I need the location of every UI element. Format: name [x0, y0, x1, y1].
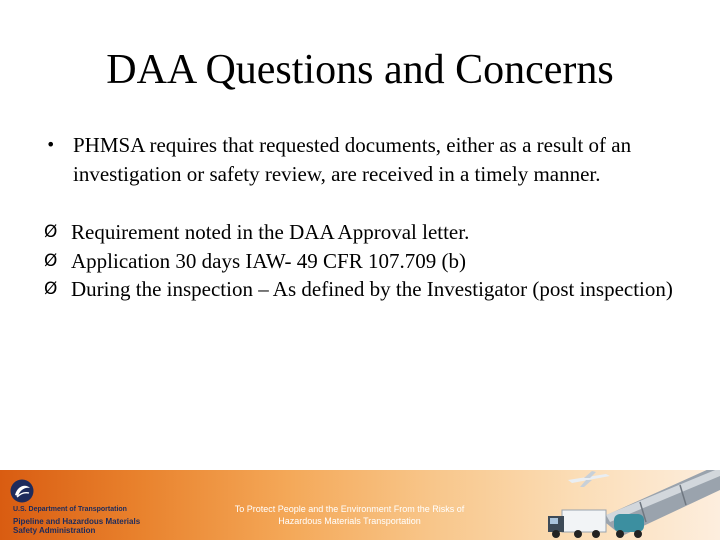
- tagline-line: To Protect People and the Environment From the Risks of: [234, 504, 465, 514]
- arrow-text: Requirement noted in the DAA Approval letter.: [71, 220, 470, 244]
- slide-body: [44, 131, 674, 304]
- arrow-item: [44, 218, 674, 247]
- agency-name: [13, 517, 140, 535]
- arrow-item: [44, 247, 674, 276]
- dot-logo-icon: [10, 479, 34, 503]
- bullet-item: [44, 131, 674, 188]
- tagline-line: Hazardous Materials Transportation: [278, 516, 421, 526]
- arrow-text: During the inspection – As defined by the Investigator (post inspection): [71, 277, 673, 301]
- bullet-marker: •: [46, 135, 56, 154]
- arrow-marker: Ø: [44, 222, 58, 242]
- slide-title: DAA Questions and Concerns: [106, 47, 614, 93]
- transport-scene: [540, 470, 720, 540]
- footer-banner: [0, 470, 720, 540]
- arrow-item: [44, 275, 674, 304]
- tagline: [222, 503, 477, 527]
- agency-line: Pipeline and Hazardous Materials: [13, 517, 141, 526]
- department-name: U.S. Department of Transportation: [13, 506, 127, 513]
- arrow-marker: Ø: [44, 279, 58, 299]
- truck-icon: [548, 510, 644, 538]
- spacer: [44, 188, 674, 218]
- agency-line: Safety Administration: [13, 526, 96, 535]
- arrow-marker: Ø: [44, 250, 58, 271]
- arrow-text: Application 30 days IAW- 49 CFR 107.709 (b): [71, 248, 466, 273]
- airplane-icon: [568, 471, 610, 487]
- bullet-text: PHMSA requires that requested documents, either as a result of an investigation or safety review, are received in a timely manner.: [73, 133, 632, 186]
